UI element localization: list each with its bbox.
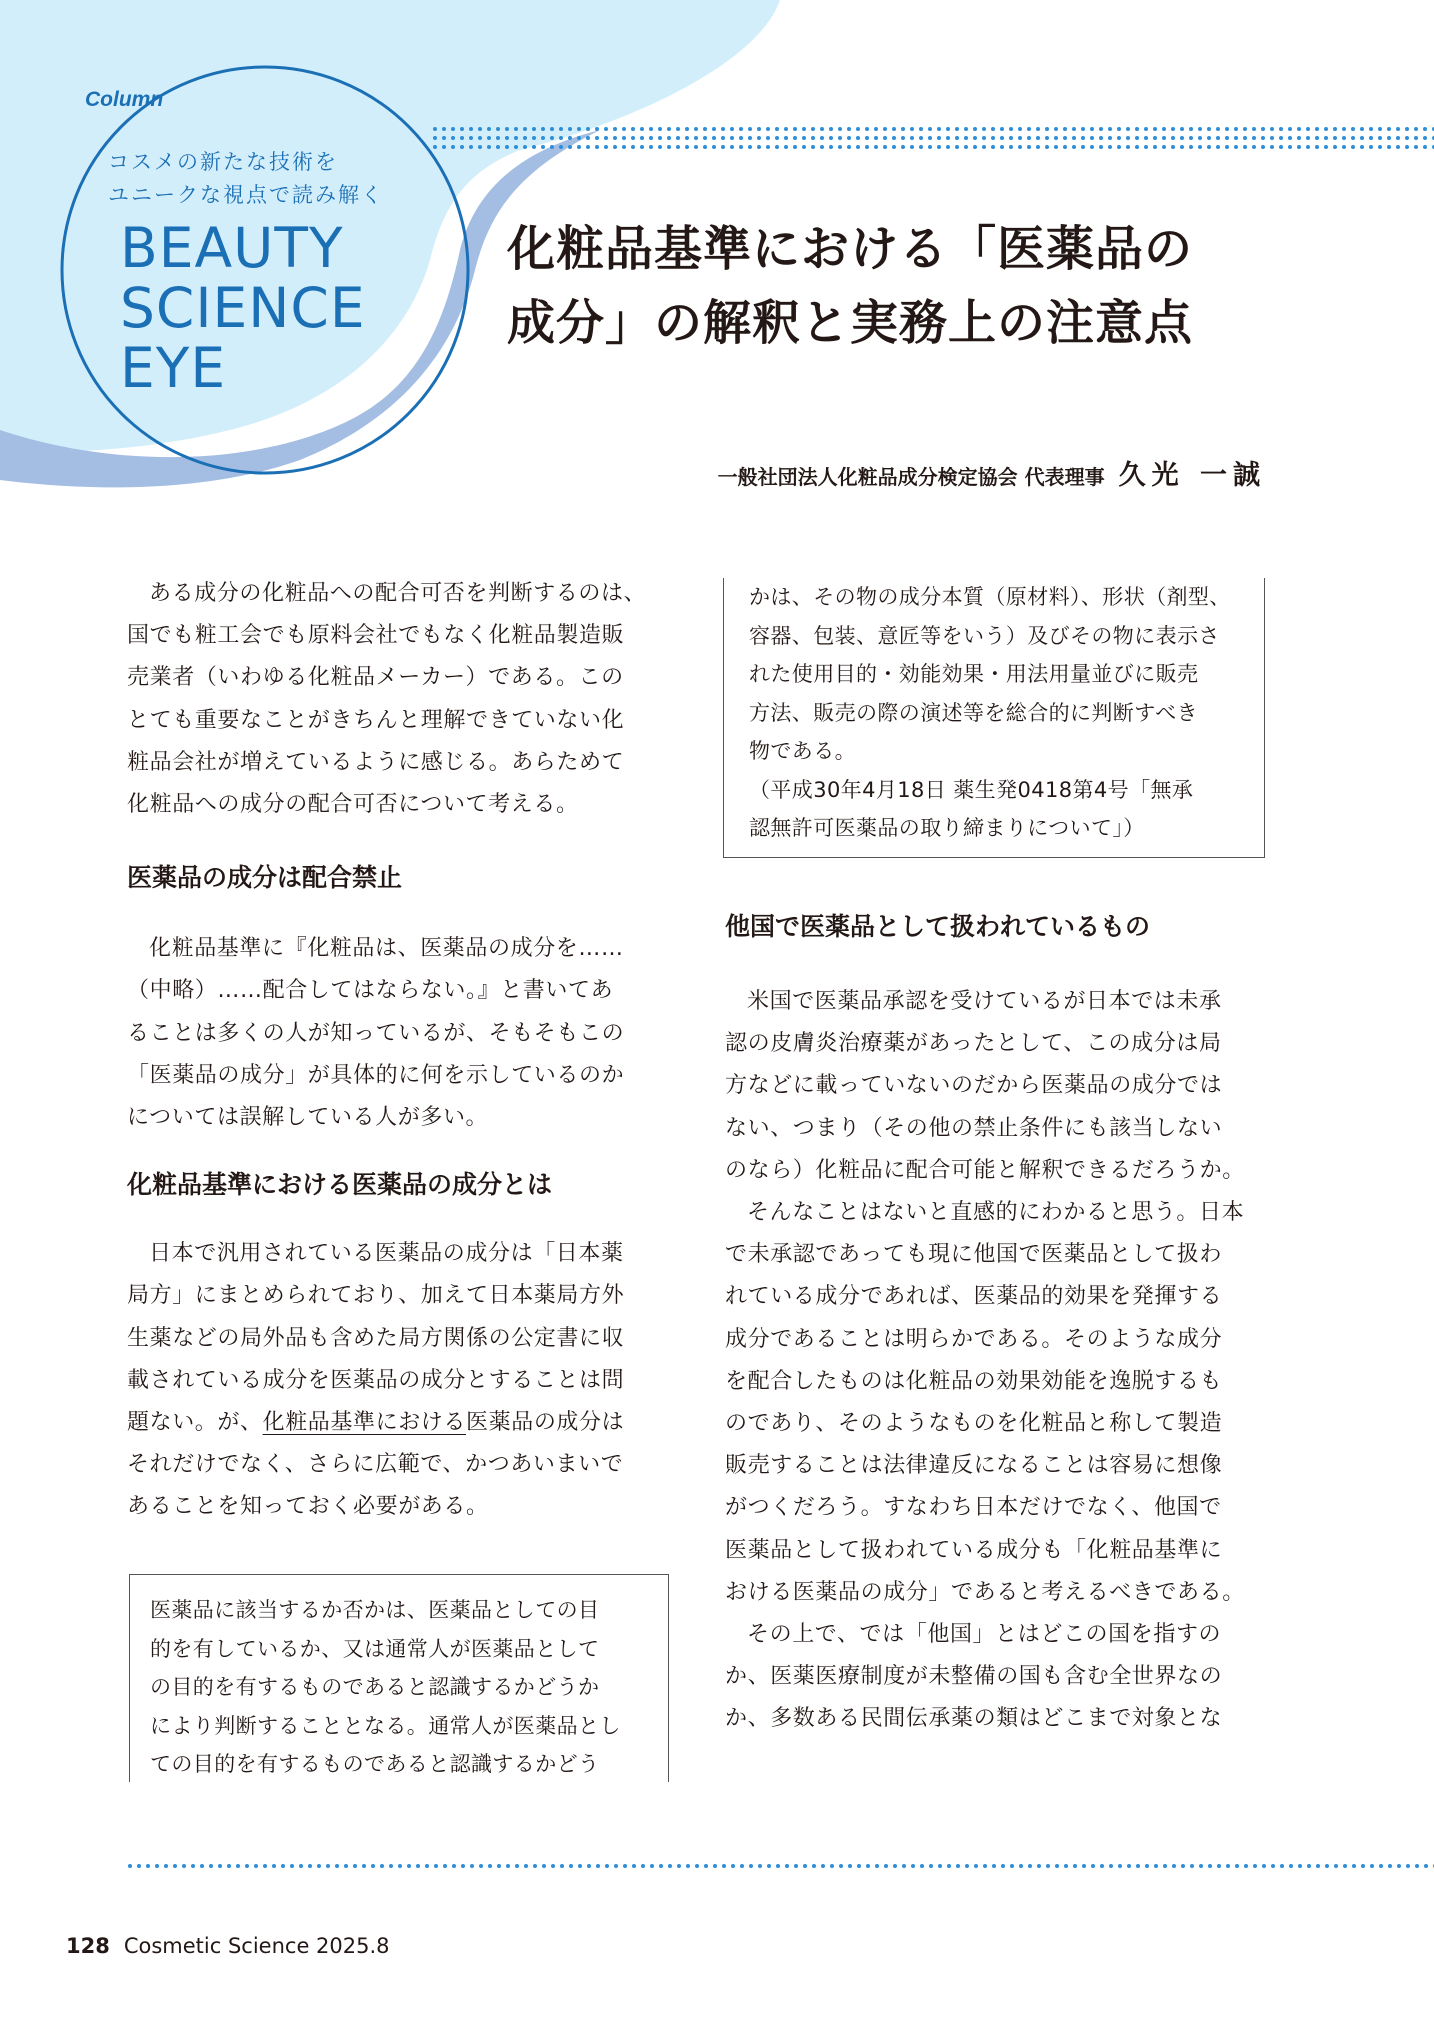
text-line: 医薬品に該当するか否かは、医薬品としての目 xyxy=(150,1598,600,1622)
text-line: については誤解している人が多い。 xyxy=(127,1105,489,1131)
title-line: 化粧品基準における「医薬品の xyxy=(507,221,1194,277)
text-line: （平成30年4月18日 薬生発0418第4号「無承 xyxy=(749,777,1194,802)
text-line: それだけでなく、さらに広範で、かつあいまいで xyxy=(127,1452,624,1478)
page-number: 128 xyxy=(66,1934,110,1958)
page-footer xyxy=(66,1934,390,1958)
text-line: 生薬などの局外品も含めた局方関係の公定書に収 xyxy=(127,1325,625,1351)
text-line: か、医薬医療制度が未整備の国も含む全世界なの xyxy=(725,1664,1223,1690)
dotted-band-top xyxy=(432,124,1434,152)
text-line: あることを知っておく必要がある。 xyxy=(127,1494,489,1520)
text-line: の目的を有するものであると認識するかどうか xyxy=(150,1675,600,1699)
brand-line: SCIENCE xyxy=(120,276,366,340)
quote-box-end xyxy=(723,578,1265,858)
text-line: ての目的を有するものであると認識するかどう xyxy=(150,1752,600,1776)
paragraph xyxy=(725,1192,1270,1614)
text-line: 粧品会社が増えているように感じる。あらためて xyxy=(127,749,625,775)
left-column xyxy=(127,573,672,1529)
quote-text xyxy=(130,1575,668,1784)
text-line: のなら）化粧品に配合可能と解釈できるだろうか。 xyxy=(725,1157,1245,1183)
text-line: おける医薬品の成分」であると考えるべきである。 xyxy=(725,1579,1245,1605)
text-line: 医薬品として扱われている成分も「化粧品基準に xyxy=(725,1537,1223,1563)
column-label: Column xyxy=(85,88,164,111)
text-line: ある成分の化粧品への配合可否を判断するのは、 xyxy=(149,581,647,606)
text-line: 米国で医薬品承認を受けているが日本では未承 xyxy=(747,989,1222,1014)
author-organization: 一般社団法人化粧品成分検定協会 代表理事 xyxy=(717,465,1105,489)
text-line: その上で、では「他国」とはどこの国を指すの xyxy=(747,1622,1222,1648)
journal-issue: Cosmetic Science 2025.8 xyxy=(123,1934,390,1958)
paragraph xyxy=(725,1614,1270,1741)
text-line: かは、その物の成分本質（原材料）、形状（剤型、 xyxy=(749,585,1231,609)
section-heading: 医薬品の成分は配合禁止 xyxy=(127,863,403,893)
text-line: 方などに載っていないのだから医薬品の成分では xyxy=(725,1073,1223,1099)
author-name: 久光 一誠 xyxy=(1118,460,1266,491)
underlined-phrase: 化粧品基準における xyxy=(262,1410,467,1436)
paragraph xyxy=(127,928,672,1139)
text-line: ない、つまり（その他の禁止条件にも該当しない xyxy=(725,1115,1223,1141)
text-line: のであり、そのようなものを化粧品と称して製造 xyxy=(725,1411,1223,1437)
quote-box-start xyxy=(129,1574,669,1782)
author-byline xyxy=(718,453,1266,492)
section-heading: 他国で医薬品として扱われているもの xyxy=(725,912,1151,941)
paragraph xyxy=(725,981,1270,1192)
text-line: 方法、販売の際の演述等を総合的に判断すべき xyxy=(749,700,1198,725)
text-fragment: 題ない。が、 xyxy=(127,1410,263,1436)
right-column xyxy=(725,907,1270,1741)
kicker-line: ユニークな視点で読み解く xyxy=(108,183,384,207)
bottom-dotted-rule xyxy=(0,1860,1434,1872)
paragraph xyxy=(127,1233,672,1528)
text-line: で未承認であっても現に他国で医薬品として扱わ xyxy=(725,1242,1222,1268)
text-line: 販売することは法律違反になることは容易に想像 xyxy=(725,1453,1223,1479)
brand-line: BEAUTY xyxy=(120,216,344,280)
title-line: 成分」の解釈と実務上の注意点 xyxy=(507,295,1194,351)
column-kicker xyxy=(108,146,408,212)
text-line: 認の皮膚炎治療薬があったとして、この成分は局 xyxy=(725,1031,1222,1057)
text-line: 化粧品への成分の配合可否について考える。 xyxy=(127,792,579,818)
column-brand xyxy=(120,218,366,398)
text-line: 売業者（いわゆる化粧品メーカー）である。この xyxy=(127,665,624,691)
text-line: れた使用目的・効能効果・用法用量並びに販売 xyxy=(749,662,1199,686)
text-line: 国でも粧工会でも原料会社でもなく化粧品製造販 xyxy=(127,623,625,649)
text-line: そんなことはないと直感的にわかると思う。日本 xyxy=(747,1200,1245,1226)
text-line: により判断することとなる。通常人が医薬品とし xyxy=(150,1713,621,1738)
article-title xyxy=(507,212,1287,360)
text-line: れている成分であれば、医薬品的効果を発揮する xyxy=(725,1284,1223,1310)
text-line: ることは多くの人が知っているが、そもそもこの xyxy=(127,1020,625,1046)
section-heading: 化粧品基準における医薬品の成分とは xyxy=(127,1170,553,1200)
text-line: 日本で汎用されている医薬品の成分は「日本薬 xyxy=(149,1241,624,1267)
brand-line: EYE xyxy=(120,336,227,400)
text-line xyxy=(127,1402,672,1444)
text-line: 載されている成分を医薬品の成分とすることは問 xyxy=(127,1367,625,1393)
text-line: 的を有しているか、又は通常人が医薬品として xyxy=(150,1636,600,1661)
text-line: 「医薬品の成分」が具体的に何を示しているのか xyxy=(127,1062,625,1088)
text-fragment: 医薬品の成分は xyxy=(466,1410,625,1436)
quote-text xyxy=(724,578,1264,848)
text-line: 認無許可医薬品の取り締まりについて」） xyxy=(749,816,1145,840)
text-line: を配合したものは化粧品の効果効能を逸脱するも xyxy=(725,1368,1223,1394)
text-line: がつくだろう。すなわち日本だけでなく、他国で xyxy=(725,1495,1222,1521)
text-line: 物である。 xyxy=(749,739,856,763)
intro-paragraph xyxy=(127,573,672,826)
text-line: 化粧品基準に『化粧品は、医薬品の成分を…… xyxy=(149,936,624,962)
text-line: 容器、包装、意匠等をいう）及びその物に表示さ xyxy=(749,623,1220,648)
kicker-line: コスメの新たな技術を xyxy=(108,150,338,174)
text-line: 局方」にまとめられており、加えて日本薬局方外 xyxy=(127,1283,625,1309)
text-line: とても重要なことがきちんと理解できていない化 xyxy=(127,707,625,733)
text-line: か、多数ある民間伝承薬の類はどこまで対象とな xyxy=(725,1706,1223,1732)
text-line: （中略）……配合してはならない。』と書いてあ xyxy=(127,978,614,1004)
text-line: 成分であることは明らかである。そのような成分 xyxy=(725,1326,1223,1352)
